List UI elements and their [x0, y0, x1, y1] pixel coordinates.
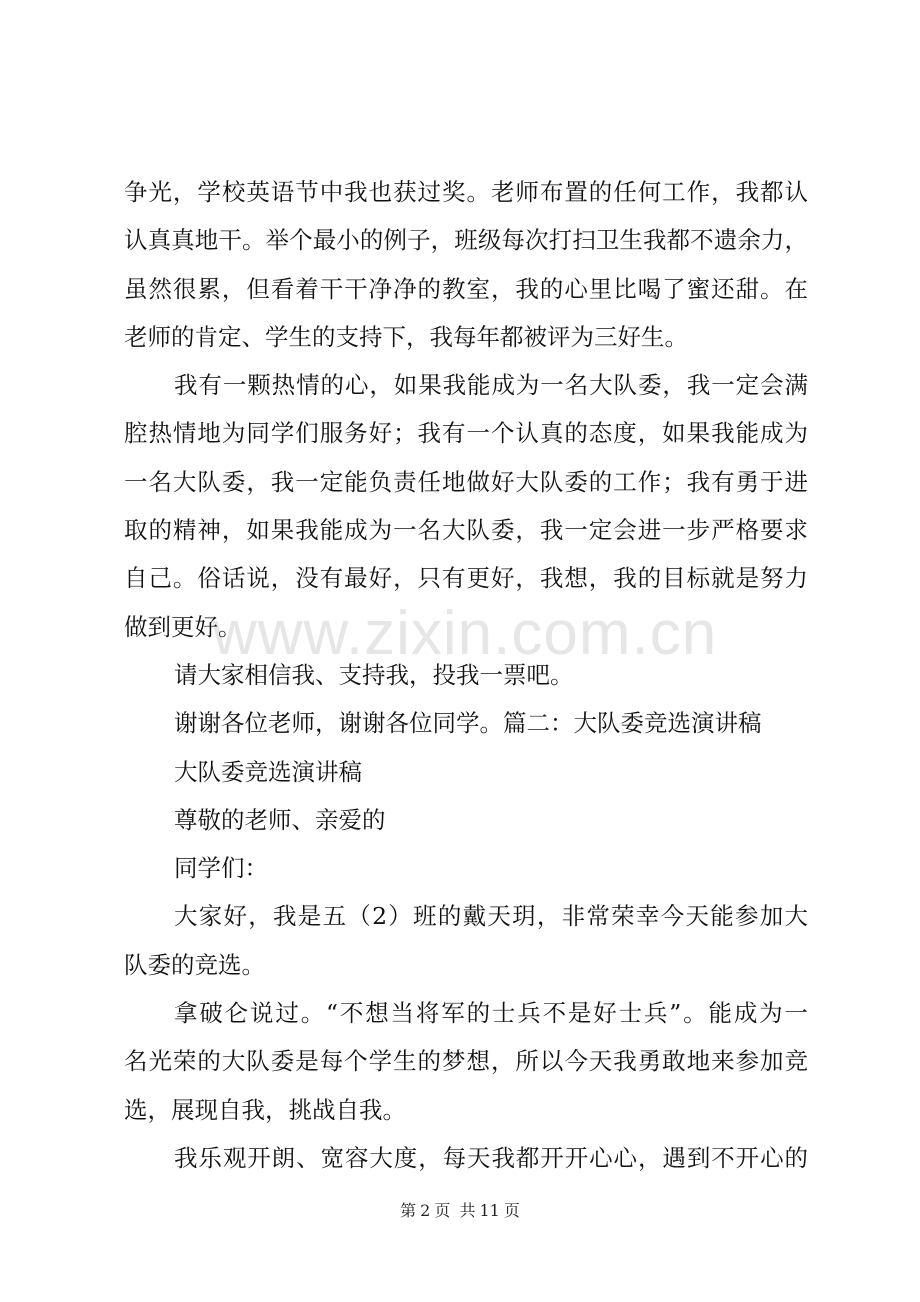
text-line: 老师的肯定、学生的支持下，我每年都被评为三好生。 — [124, 322, 688, 351]
text-line: 我有一颗热情的心，如果我能成为一名大队委，我一定会满 — [174, 371, 808, 400]
text-line: 争光，学校英语节中我也获过奖。老师布置的任何工作，我都认 — [124, 178, 808, 206]
text-line: 谢谢各位老师，谢谢各位同学。篇二：大队委竞选演讲稿 — [174, 709, 762, 738]
text-line: 一名大队委，我一定能负责任地做好大队委的工作；我有勇于进 — [124, 467, 808, 496]
text-line: 同学们： — [174, 854, 268, 883]
text-line: 请大家相信我、支持我，投我一票吧。 — [174, 660, 574, 689]
text-line: 拿破仑说过。“不想当将军的士兵不是好士兵”。能成为一 — [174, 999, 808, 1028]
footer-current-page: 2 — [420, 1201, 431, 1220]
text-line: 尊敬的老师、亲爱的 — [174, 805, 386, 834]
text-line: 取的精神，如果我能成为一名大队委，我一定会进一步严格要求 — [124, 516, 808, 545]
text-line: 腔热情地为同学们服务好；我有一个认真的态度，如果我能成为 — [124, 419, 808, 448]
text-line: 大家好，我是五（2）班的戴天玥，非常荣幸今天能参加大 — [174, 902, 808, 931]
watermark: www.zixin.com.cn — [212, 599, 718, 668]
text-line: 名光荣的大队委是每个学生的梦想，所以今天我勇敢地来参加竞 — [124, 1047, 808, 1076]
text-line: 选，展现自我，挑战自我。 — [124, 1095, 406, 1124]
footer-page-label: 页 — [434, 1201, 451, 1220]
text-line: 认真真地干。举个最小的例子，班级每次打扫卫生我都不遗余力， — [124, 226, 808, 255]
text-line: 自己。俗话说，没有最好，只有更好，我想，我的目标就是努力 — [124, 564, 808, 593]
text-line: 队委的竞选。 — [124, 950, 265, 979]
document-body — [124, 168, 808, 1182]
footer-prefix: 第 — [400, 1201, 417, 1220]
page-footer — [0, 1198, 920, 1221]
text-line: 做到更好。 — [124, 612, 242, 641]
footer-total-label: 页 — [503, 1201, 520, 1220]
text-line: 我乐观开朗、宽容大度，每天我都开开心心，遇到不开心的 — [174, 1143, 808, 1172]
text-line: 大队委竞选演讲稿 — [174, 757, 362, 786]
text-line: 虽然很累，但看着干干净净的教室，我的心里比喝了蜜还甜。在 — [124, 274, 808, 303]
footer-total-pages: 11 — [479, 1201, 500, 1220]
footer-total-prefix: 共 — [459, 1201, 476, 1220]
